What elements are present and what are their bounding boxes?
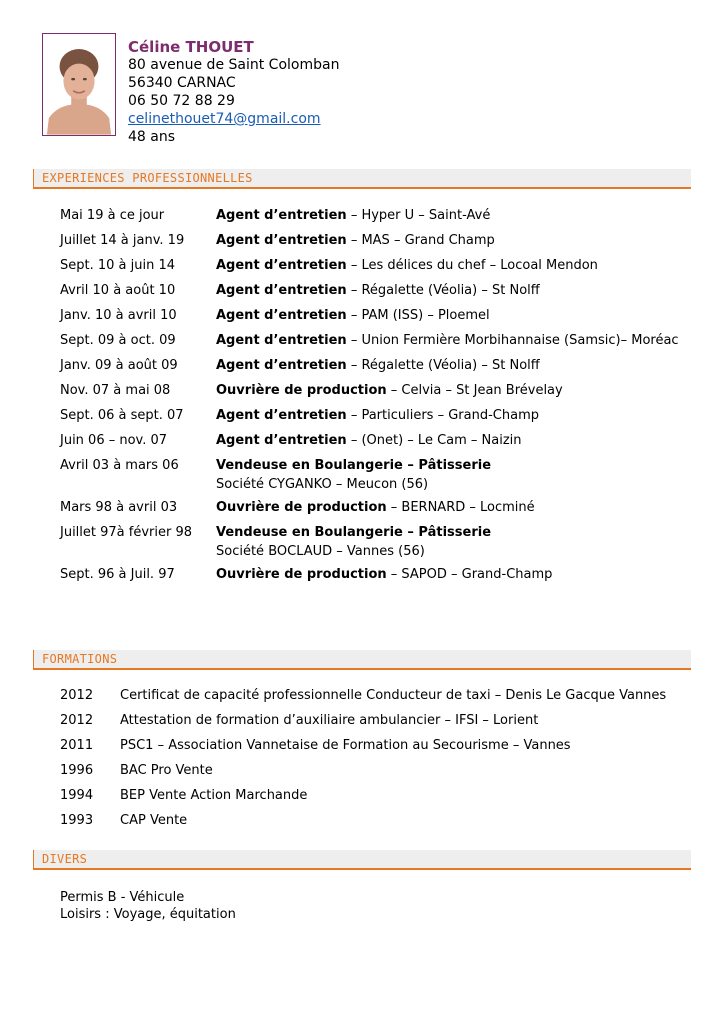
experience-line bbox=[216, 381, 680, 400]
formation-year: 1994 bbox=[60, 788, 94, 803]
experience-description bbox=[216, 406, 680, 425]
candidate-name: Céline THOUET bbox=[128, 38, 254, 56]
experience-date: Sept. 10 à juin 14 bbox=[60, 258, 176, 273]
experience-line bbox=[216, 206, 680, 225]
address-line-2: 56340 CARNAC bbox=[128, 75, 236, 91]
formation-title: Certificat de capacité professionnelle Conducteur de taxi – Denis Le Gacque Vannes bbox=[120, 688, 667, 703]
experience-role: Agent d’entretien bbox=[216, 233, 347, 248]
experience-role: Ouvrière de production bbox=[216, 567, 387, 582]
experience-role: Agent d’entretien bbox=[216, 333, 347, 348]
experience-role: Ouvrière de production bbox=[216, 383, 387, 398]
experience-row bbox=[60, 456, 680, 494]
experience-date: Juillet 97à février 98 bbox=[60, 525, 193, 540]
formation-row bbox=[60, 761, 690, 780]
experience-role: Agent d’entretien bbox=[216, 208, 347, 223]
experience-line bbox=[216, 281, 680, 300]
experience-role: Agent d’entretien bbox=[216, 258, 347, 273]
experience-description bbox=[216, 523, 680, 561]
experience-date: Juillet 14 à janv. 19 bbox=[60, 233, 185, 248]
experience-description bbox=[216, 256, 680, 275]
experience-employer: – Union Fermière Morbihannaise (Samsic)– Moréac bbox=[346, 333, 679, 348]
address-line-1: 80 avenue de Saint Colomban bbox=[128, 57, 340, 73]
experience-line bbox=[216, 565, 680, 584]
experience-list bbox=[60, 206, 680, 590]
portrait-image bbox=[43, 34, 115, 135]
experience-line bbox=[216, 523, 680, 542]
experience-role: Agent d’entretien bbox=[216, 408, 347, 423]
experience-description bbox=[216, 356, 680, 375]
formation-title: CAP Vente bbox=[120, 813, 188, 828]
experience-description bbox=[216, 306, 680, 325]
experience-company: Société CYGANKO – Meucon (56) bbox=[216, 477, 429, 492]
formation-title: BEP Vente Action Marchande bbox=[120, 788, 308, 803]
experience-date: Janv. 09 à août 09 bbox=[60, 358, 178, 373]
formation-title: BAC Pro Vente bbox=[120, 763, 213, 778]
experience-date: Juin 06 – nov. 07 bbox=[60, 433, 168, 448]
experience-employer: – Les délices du chef – Locoal Mendon bbox=[346, 258, 598, 273]
experience-date: Avril 03 à mars 06 bbox=[60, 458, 179, 473]
experience-row bbox=[60, 306, 680, 325]
formation-year: 2012 bbox=[60, 688, 94, 703]
formation-list bbox=[60, 686, 690, 836]
experience-description bbox=[216, 565, 680, 584]
experience-row bbox=[60, 256, 680, 275]
email-link[interactable]: celinethouet74@gmail.com bbox=[128, 111, 321, 127]
experience-role: Ouvrière de production bbox=[216, 500, 387, 515]
formation-year: 2011 bbox=[60, 738, 94, 753]
section-header-experiences: EXPERIENCES PROFESSIONNELLES bbox=[33, 169, 691, 189]
experience-employer: – SAPOD – Grand-Champ bbox=[386, 567, 553, 582]
experience-date: Sept. 06 à sept. 07 bbox=[60, 408, 184, 423]
experience-description bbox=[216, 498, 680, 517]
experience-row bbox=[60, 381, 680, 400]
experience-row bbox=[60, 498, 680, 517]
experience-line bbox=[216, 231, 680, 250]
experience-role: Vendeuse en Boulangerie – Pâtisserie bbox=[216, 458, 492, 473]
experience-line bbox=[216, 406, 680, 425]
experience-row bbox=[60, 406, 680, 425]
experience-date: Mars 98 à avril 03 bbox=[60, 500, 178, 515]
experience-row bbox=[60, 281, 680, 300]
experience-role: Agent d’entretien bbox=[216, 358, 347, 373]
formation-row bbox=[60, 736, 690, 755]
experience-line bbox=[216, 431, 680, 450]
section-header-divers: DIVERS bbox=[33, 850, 691, 870]
experience-description bbox=[216, 206, 680, 225]
formation-title: Attestation de formation d’auxiliaire ambulancier – IFSI – Lorient bbox=[120, 713, 539, 728]
experience-employer: – Hyper U – Saint-Avé bbox=[346, 208, 491, 223]
formation-row bbox=[60, 786, 690, 805]
experience-date: Nov. 07 à mai 08 bbox=[60, 383, 171, 398]
experience-role: Agent d’entretien bbox=[216, 283, 347, 298]
profile-photo bbox=[42, 33, 116, 136]
experience-row bbox=[60, 565, 680, 584]
experience-line bbox=[216, 331, 680, 350]
experience-description bbox=[216, 381, 680, 400]
phone-number: 06 50 72 88 29 bbox=[128, 93, 235, 109]
formation-row bbox=[60, 811, 690, 830]
formation-row bbox=[60, 686, 690, 705]
experience-description bbox=[216, 331, 680, 350]
experience-role: Agent d’entretien bbox=[216, 433, 347, 448]
formation-year: 2012 bbox=[60, 713, 94, 728]
experience-employer: – Particuliers – Grand-Champ bbox=[346, 408, 539, 423]
experience-date: Sept. 09 à oct. 09 bbox=[60, 333, 176, 348]
experience-line bbox=[216, 356, 680, 375]
experience-employer: – Régalette (Véolia) – St Nolff bbox=[346, 283, 540, 298]
divers-block bbox=[60, 889, 236, 923]
experience-employer: – Celvia – St Jean Brévelay bbox=[386, 383, 563, 398]
age: 48 ans bbox=[128, 129, 176, 145]
experience-row bbox=[60, 331, 680, 350]
formation-row bbox=[60, 711, 690, 730]
experience-date: Sept. 96 à Juil. 97 bbox=[60, 567, 175, 582]
experience-row bbox=[60, 523, 680, 561]
experience-date: Mai 19 à ce jour bbox=[60, 208, 165, 223]
divers-license: Permis B - Véhicule bbox=[60, 890, 185, 905]
experience-line bbox=[216, 456, 680, 475]
experience-description bbox=[216, 281, 680, 300]
experience-row bbox=[60, 431, 680, 450]
experience-employer: – BERNARD – Locminé bbox=[386, 500, 535, 515]
experience-description bbox=[216, 456, 680, 494]
experience-employer: – MAS – Grand Champ bbox=[346, 233, 495, 248]
experience-role: Vendeuse en Boulangerie – Pâtisserie bbox=[216, 525, 492, 540]
experience-employer: – PAM (ISS) – Ploemel bbox=[346, 308, 490, 323]
experience-description bbox=[216, 431, 680, 450]
experience-company: Société BOCLAUD – Vannes (56) bbox=[216, 544, 425, 559]
experience-date: Avril 10 à août 10 bbox=[60, 283, 176, 298]
experience-description bbox=[216, 231, 680, 250]
experience-line bbox=[216, 306, 680, 325]
contact-header bbox=[128, 38, 339, 146]
formation-year: 1993 bbox=[60, 813, 94, 828]
divers-hobbies: Loisirs : Voyage, équitation bbox=[60, 907, 236, 922]
experience-employer: – (Onet) – Le Cam – Naizin bbox=[346, 433, 522, 448]
experience-line bbox=[216, 256, 680, 275]
experience-row bbox=[60, 206, 680, 225]
experience-row bbox=[60, 356, 680, 375]
experience-date: Janv. 10 à avril 10 bbox=[60, 308, 177, 323]
experience-line bbox=[216, 498, 680, 517]
experience-row bbox=[60, 231, 680, 250]
section-header-formations: FORMATIONS bbox=[33, 650, 691, 670]
formation-title: PSC1 – Association Vannetaise de Formation au Secourisme – Vannes bbox=[120, 738, 571, 753]
experience-role: Agent d’entretien bbox=[216, 308, 347, 323]
experience-employer: – Régalette (Véolia) – St Nolff bbox=[346, 358, 540, 373]
formation-year: 1996 bbox=[60, 763, 94, 778]
